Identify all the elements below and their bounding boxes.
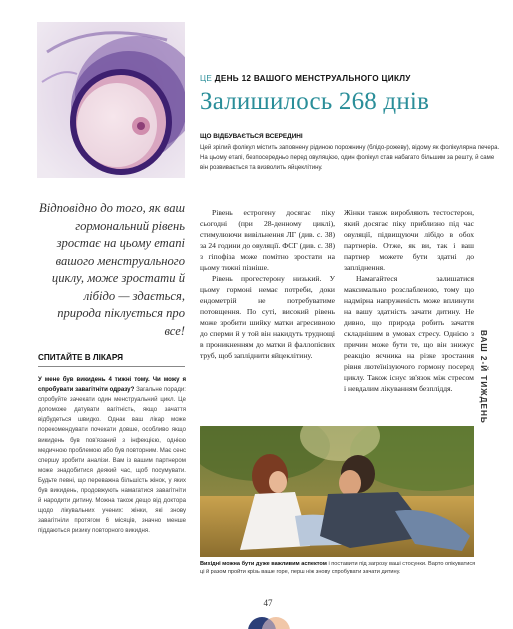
ask-doctor-body — [38, 375, 186, 537]
kicker-prefix: ЦЕ — [200, 74, 213, 83]
inside-description: Цей зрілий фолікул містить заповнену рідиною порожнину (блідо-рожеву), відому як фолікулярна печера. На цьому етапі, безпосередньо перед овуляцією, один фолікул став набагато більшим за решту, й саме він розвивається та визволить яйцеклітину. — [200, 144, 500, 171]
footer-disc — [248, 612, 290, 629]
page-title: Залишилось 268 днів — [200, 88, 430, 115]
inside-heading: ЩО ВІДБУВАЄТЬСЯ ВСЕРЕДИНІ — [200, 133, 303, 140]
ask-doctor-answer: Загальне поради: спробуйте зачекати один менструальний цикл. Це допоможе датувати вагітність, якщо зачаття відбудеться швидко. Однак ваш лікар може порекомендувати почекати довше, особливо якщо викидень був пов'язаний з інфекцією, однією медичною проблемою або був повторним. Має сенс спершу зробити аналізи. Вам із вашим партнером може знадобитися деякий час, щоб посумувати. Будьте певні, що переважна більшість жінок, у яких був викидень, продовжують намагатися завагітніти й народити дитину. Можна також дещо від доктора щодо лікувальних учених: жінки, які знову завагітніли протягом 6 місяців, значно менше піддаються ризику повторного викидня. — [38, 386, 186, 535]
caption-text: і поставити під загрозу ваші стосунки. Варто опікуватися ці й разом пройти крізь ваше горе, перш ніж знову спробувати зачати дитину. — [200, 561, 476, 575]
body-column-1 — [200, 207, 335, 361]
page-number: 47 — [263, 598, 273, 608]
chapter-side-tab: ВАШ 2-Й ТИЖДЕНЬ — [479, 330, 488, 424]
body-paragraph: Жінки також виробляють тестостерон, який досягає піку приблизно під час овуляції, підвищуючи лібідо в обох партнерів. Отже, як ви, так і ваш партнер можете бути здатні до запліднення. — [344, 208, 474, 272]
body-column-2 — [344, 207, 474, 394]
follicle-micrograph — [37, 22, 185, 178]
photo-caption — [200, 560, 480, 576]
body-paragraph: Рівень прогестерону низький. У цьому гормоні немає потреби, доки ендометрій не потребуватиме потовщення. По суті, високий рівень може зробити шийку матки агресивною до сперми й у той він накидуть труднощі в проникненням до матки й фаллопієвих труб, щоб запліднити яйцеклітину. — [200, 274, 335, 360]
ask-doctor-divider — [38, 366, 185, 367]
ask-doctor-question: У мене був викидень 4 тижні тому. Чи можу я спробувати завагітніти одразу? — [38, 376, 186, 394]
body-paragraph: Рівень естрогену досягає піку сьогодні (при 28-денному циклі), стимулюючи вивільнення ЛГ (див. с. 38) за 24 години до овуляції. ФСГ (див. с. 38) з гіпофіза може помітно зростати на цьому тижні пізніше. — [200, 208, 335, 272]
couple-photo — [200, 426, 474, 557]
ask-doctor-heading: СПИТАЙТЕ В ЛІКАРЯ — [38, 353, 123, 362]
kicker-text: ДЕНЬ 12 ВАШОГО МЕНСТРУАЛЬНОГО ЦИКЛУ — [214, 74, 411, 83]
body-paragraph: Намагайтеся залишатися максимально розслабленою, тому що надмірна напруженість може вплинути на вашу здатність зачати дитину. Не дивно, що природа робить зачаття складнішим в умовах стресу. Однією з причин може бути те, що він знижує реакцію яєчника на різке зростання рівня лютеїнізуючого гормону посеред циклу. Також існує зв'язок між стресом і невдалим лікуванням безпліддя. — [344, 274, 474, 393]
day-kicker — [200, 74, 500, 83]
pull-quote: Відповідно до того, як ваш гормональний рівень зростає на цьому етапі вашого менструального циклу, може зростати й лібідо — здається, природа піклується про все! — [39, 201, 185, 338]
caption-lead: Вихідні можна бути дуже важливим аспектом — [200, 561, 327, 567]
